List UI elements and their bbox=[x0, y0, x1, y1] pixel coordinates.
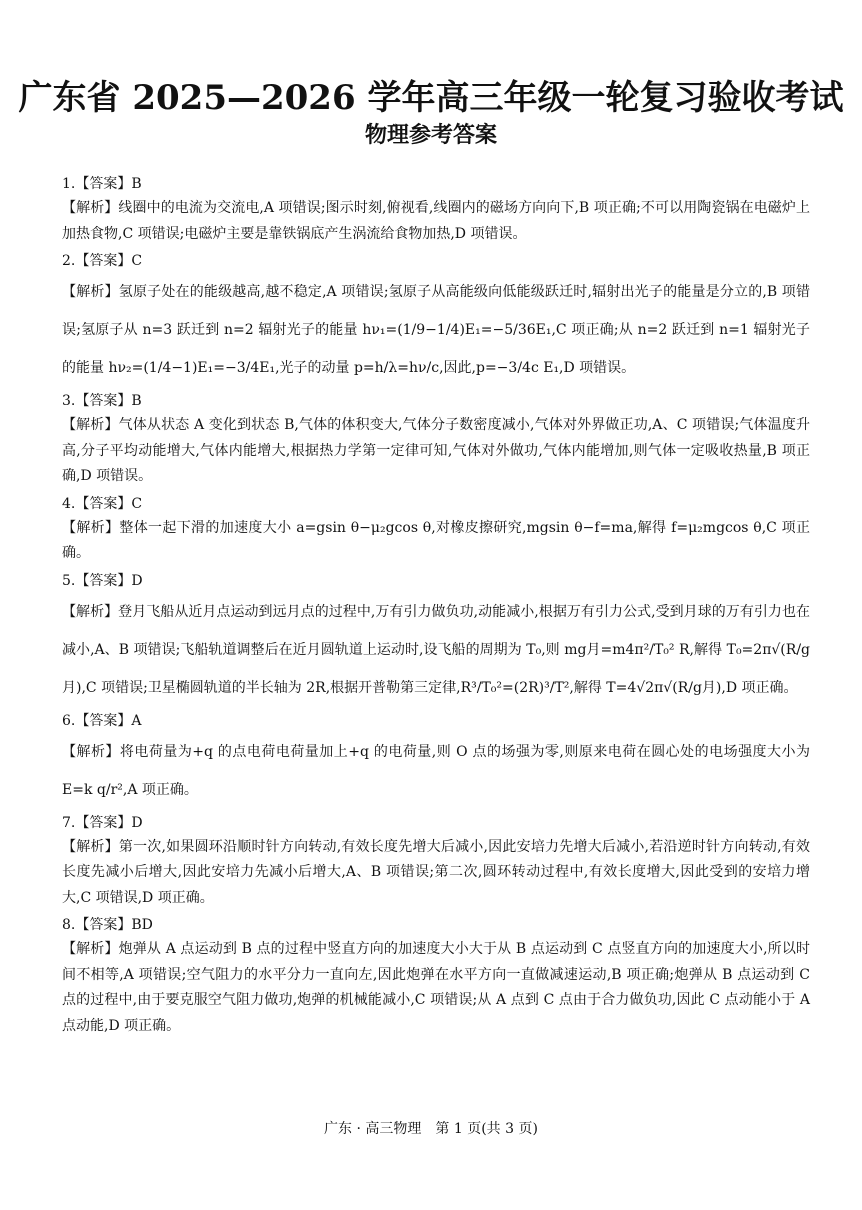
explanation-text: 【解析】登月飞船从近月点运动到远月点的过程中,万有引力做负功,动能减小,根据万有引力公式,受到月球的万有引力也在减小,A、B 项错误;飞船轨道调整后在近月圆轨道上运动时,设飞船的周期为 T₀,则 mg月=m4π²/T₀² R,解得 T₀=2π√(R/g月),C 项错误;卫星椭圆轨道的半长轴为 2R,根据开普勒第三定律,R³/T₀²=(2R)³/T²,解得 T=4√2π√(R/g月),D 项正确。 bbox=[62, 603, 810, 696]
question-6 bbox=[62, 709, 810, 809]
page-title: 广东省 2025—2026 学年高三年级一轮复习验收考试 bbox=[18, 78, 844, 118]
explanation-text: 【解析】线圈中的电流为交流电,A 项错误;图示时刻,俯视看,线圈内的磁场方向向下,B 项正确;不可以用陶瓷锅在电磁炉上加热食物,C 项错误;电磁炉主要是靠铁锅底产生涡流给食物加热,D 项错误。 bbox=[62, 200, 810, 242]
answer-label: 4.【答案】C bbox=[62, 495, 143, 512]
question-3 bbox=[62, 389, 810, 490]
question-2 bbox=[62, 249, 810, 387]
page-footer: 广东 · 高三物理 第 1 页(共 3 页) bbox=[324, 1121, 538, 1137]
answer-label: 3.【答案】B bbox=[62, 393, 142, 409]
answer-label: 2.【答案】C bbox=[62, 253, 143, 269]
explanation-text: 【解析】整体一起下滑的加速度大小 a=gsin θ−μ₂gcos θ,对橡皮擦研究,mgsin θ−f=ma,解得 f=μ₂mgcos θ,C 项正确。 bbox=[62, 519, 810, 561]
answer-label: 5.【答案】D bbox=[62, 572, 143, 589]
page-subtitle: 物理参考答案 bbox=[364, 123, 497, 148]
explanation-text: 【解析】第一次,如果圆环沿顺时针方向转动,有效长度先增大后减小,因此安培力先增大后减小,若沿逆时针方向转动,有效长度先减小后增大,因此安培力先减小后增大,A、B 项错误;第二次,圆环转动过程中,有效长度增大,因此受到的安培力增大,C 项错误,D 项正确。 bbox=[62, 838, 810, 906]
explanation-text: 【解析】氢原子处在的能级越高,越不稳定,A 项错误;氢原子从高能级向低能级跃迁时,辐射出光子的能量是分立的,B 项错误;氢原子从 n=3 跃迁到 n=2 辐射光子的能量 hν₁=(1/9−1/4)E₁=−5/36E₁,C 项正确;从 n=2 跃迁到 n=1 辐射光子的能量 hν₂=(1/4−1)E₁=−3/4E₁,光子的动量 p=h/λ=hν/c,因此,p=−3/4c E₁,D 项错误。 bbox=[62, 284, 810, 376]
answer-label: 7.【答案】D bbox=[62, 814, 143, 831]
explanation-text: 【解析】炮弹从 A 点运动到 B 点的过程中竖直方向的加速度大小大于从 B 点运动到 C 点竖直方向的加速度大小,所以时间不相等,A 项错误;空气阻力的水平分力一直向左,因此炮弹在水平方向一直做减速运动,B 项正确;炮弹从 B 点运动到 C 点的过程中,由于要克服空气阻力做功,炮弹的机械能减小,C 项错误;从 A 点到 C 点由于合力做负功,因此 C 点动能小于 A 点动能,D 项正确。 bbox=[62, 941, 810, 1034]
explanation-text: 【解析】将电荷量为+q 的点电荷电荷量加上+q 的电荷量,则 O 点的场强为零,则原来电荷在圆心处的电场强度大小为 E=k q/r²,A 项正确。 bbox=[62, 743, 810, 798]
answer-label: 8.【答案】BD bbox=[62, 917, 153, 933]
answer-label: 1.【答案】B bbox=[62, 176, 142, 192]
question-5 bbox=[62, 569, 810, 707]
question-8 bbox=[62, 913, 810, 1039]
question-1 bbox=[62, 172, 810, 247]
explanation-text: 【解析】气体从状态 A 变化到状态 B,气体的体积变大,气体分子数密度减小,气体对外界做正功,A、C 项错误;气体温度升高,分子平均动能增大,气体内能增大,根据热力学第一定律可知,气体对外做功,气体内能增加,则气体一定吸收热量,B 项正确,D 项错误。 bbox=[62, 417, 810, 484]
answer-label: 6.【答案】A bbox=[62, 712, 142, 729]
question-7 bbox=[62, 811, 810, 912]
answers-list bbox=[62, 172, 810, 1041]
question-4 bbox=[62, 492, 810, 567]
